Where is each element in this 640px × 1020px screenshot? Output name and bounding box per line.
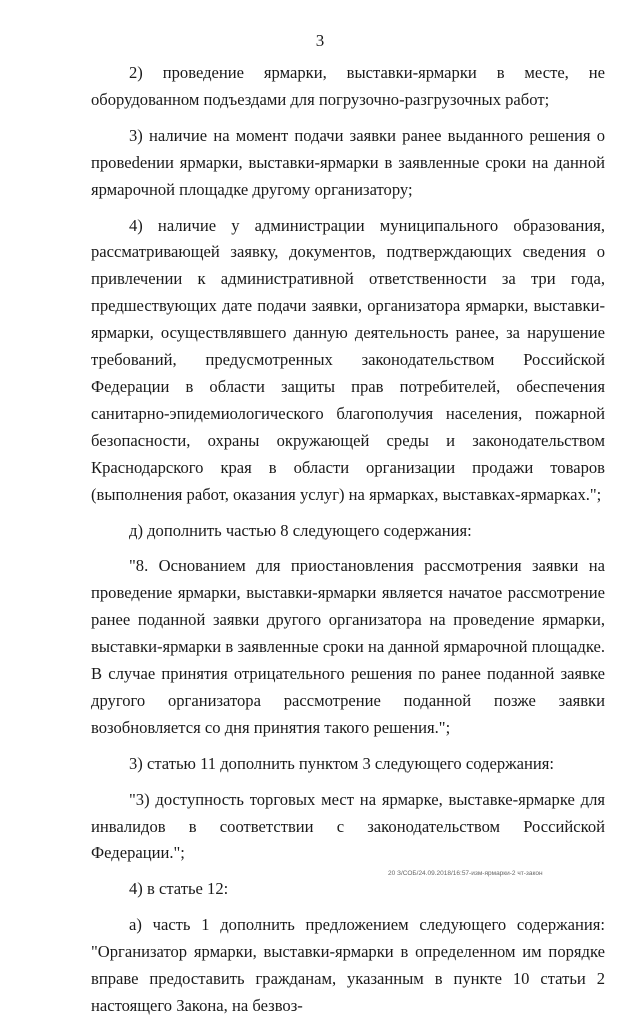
paragraph: 4) в статье 12: — [129, 879, 229, 899]
paragraph: 3) статью 11 дополнить пунктом 3 следующего содержания: — [129, 753, 554, 773]
page-number: 3 — [315, 31, 325, 50]
paragraph: 3) наличие на момент подачи заявки ранее выданного решения о провеdении ярмарки, выставки-ярмарки в заявленные сроки на данной ярмарочной площадке другому организатору; — [91, 125, 605, 199]
paragraph: "3) доступность торговых мест на ярмарке, выставке-ярмарке для инвалидов в соответствии с законодательством Российской Федерации."; — [91, 789, 605, 863]
paragraph: 4) наличие у администрации муниципального образования, рассматривающей заявку, документов, подтверждающих сведения о привлечении к административной ответственности за три года, предшествующих дате подачи заявки, организатора ярмарки, выставки-ярмарки, осуществлявшего данную деятельность ранее, за нарушение требований, предусмотренных законодательством Российской Федерации в области защиты прав потребителей, обеспечения санитарно-эпидемиологического благополучия населения, пожарной безопасности, охраны окружающей среды и законодательством Краснодарского края в области организации продажи товаров (выполнения работ, оказания услуг) на ярмарках, выставках-ярмарках."; — [91, 215, 605, 504]
paragraph: 2) проведение ярмарки, выставки-ярмарки в месте, не оборудованном подъездами для погрузочно-разгрузочных работ; — [91, 63, 605, 109]
paragraph: а) часть 1 дополнить предложением следующего содержания: "Организатор ярмарки, выставки-ярмарки в определенном им порядке вправе предоставить гражданам, указанным в пункте 10 статьи 2 настоящего Закона, на безвоз- — [91, 915, 605, 1015]
footer-file-stamp: 20 З/СОБ/24.09.2018/16:57-изм-ярмарки-2 чт-закон — [388, 870, 543, 877]
paragraph: "8. Основанием для приостановления рассмотрения заявки на проведение ярмарки, выставки-ярмарки является начатое рассмотрение ранее поданной заявки другого организатора на проведение ярмарки, выставки-ярмарки в заявленные сроки на данной ярмарочной площадке. В случае принятия отрицательного решения по ранее поданной заявке другого организатора рассмотрение поданной позже заявки возобновляется со дня принятия такого решения."; — [91, 556, 605, 737]
paragraph: д) дополнить частью 8 следующего содержания: — [129, 520, 472, 540]
